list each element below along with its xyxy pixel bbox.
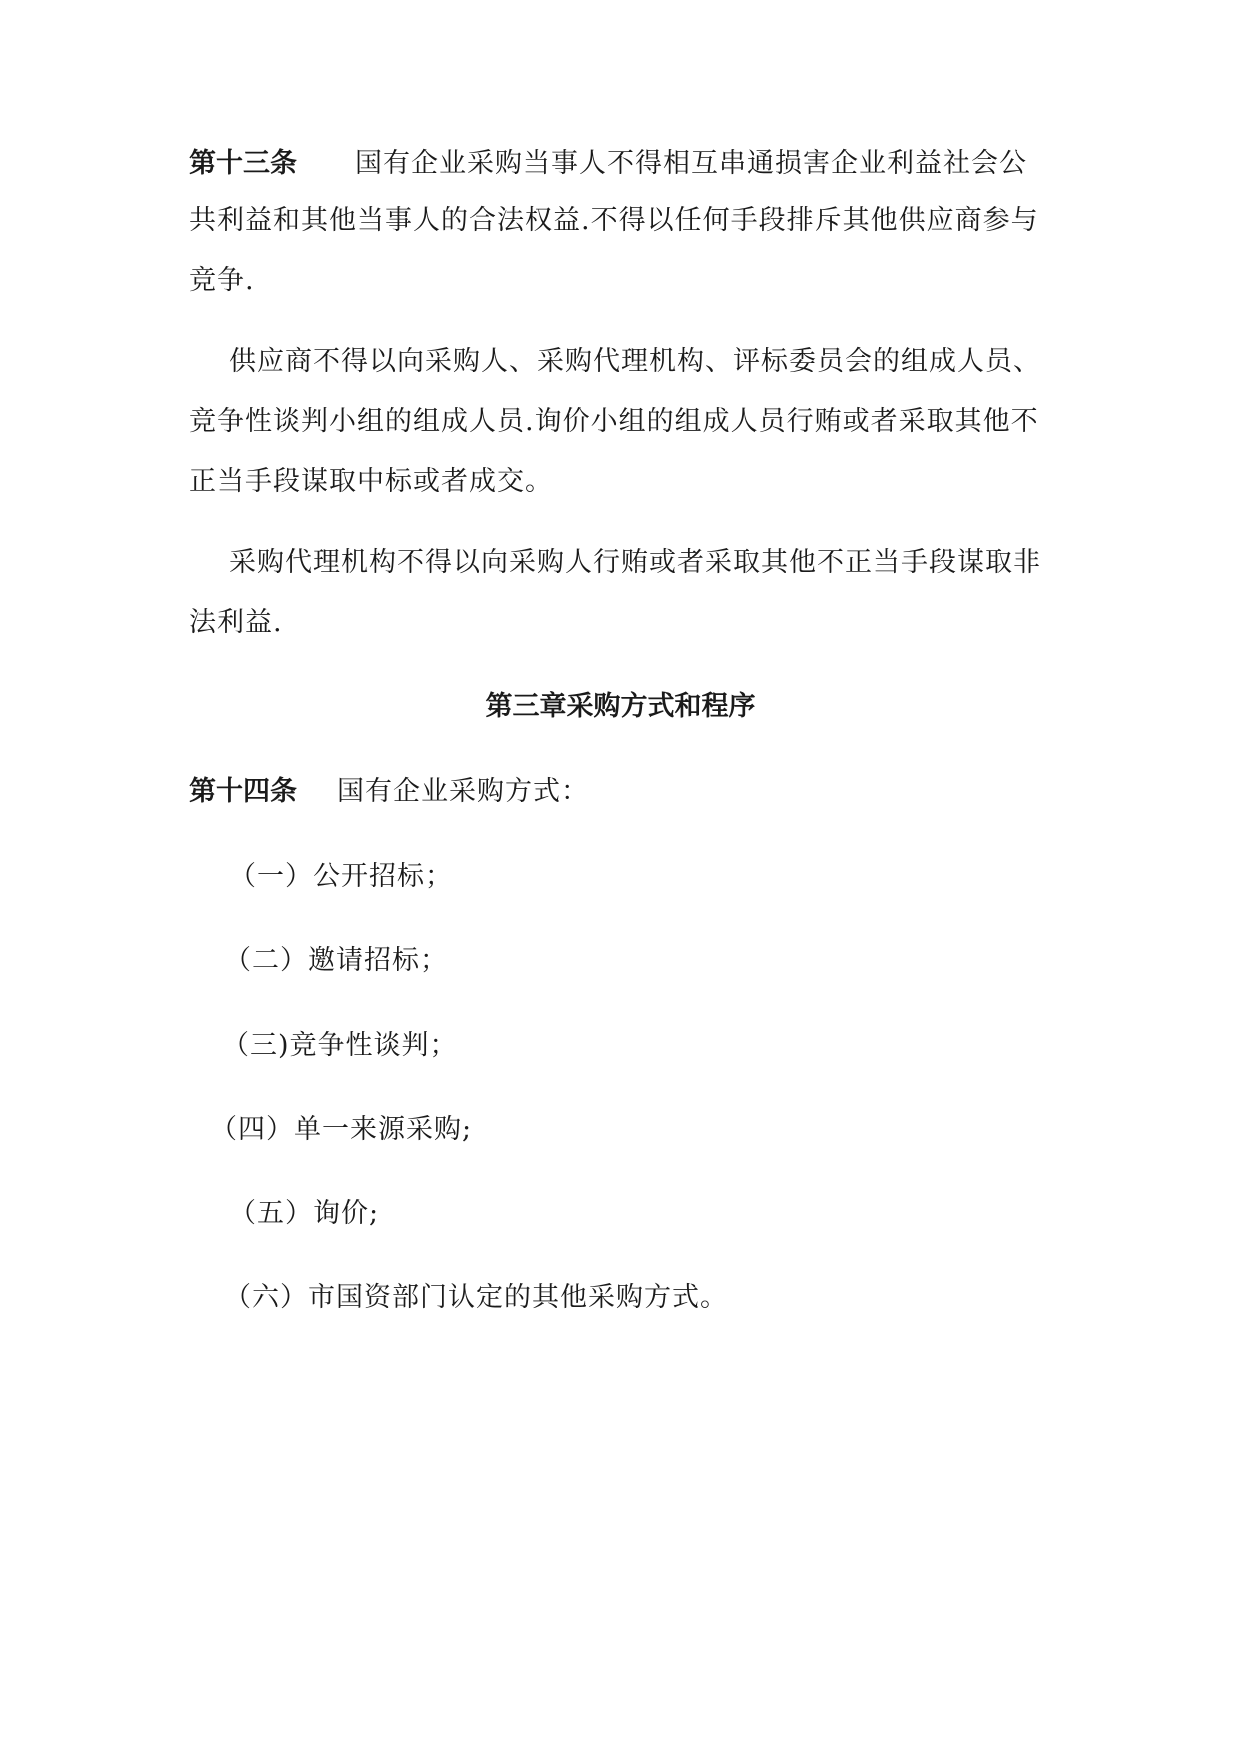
method-item: （三)竞争性谈判； (222, 1030, 458, 1061)
method-item: （五）询价; (229, 1198, 380, 1229)
method-item: （一）公开招标； (229, 861, 453, 892)
supplier-para-line-2: 竞争性谈判小组的组成人员.询价小组的组成人员行贿或者采取其他不 (189, 406, 1039, 437)
method-item: （二）邀请招标； (224, 945, 448, 976)
method-item: （四）单一来源采购; (210, 1114, 473, 1145)
article-13-line-2: 共利益和其他当事人的合法权益.不得以任何手段排斥其他供应商参与 (189, 205, 1039, 236)
method-item: （六）市国资部门认定的其他采购方式。 (224, 1282, 728, 1313)
supplier-para-line-1: 供应商不得以向采购人、采购代理机构、评标委员会的组成人员、 (229, 346, 1041, 377)
article-14-heading: 第十四条 (189, 776, 297, 807)
supplier-para-line-3: 正当手段谋取中标或者成交。 (189, 466, 553, 497)
article-14-intro: 国有企业采购方式： (337, 776, 589, 807)
agency-para-line-2: 法利益. (189, 607, 283, 638)
article-13-heading: 第十三条 (189, 148, 297, 179)
article-14-line-1 (189, 775, 589, 809)
chapter-3-title: 第三章采购方式和程序 (485, 691, 756, 722)
article-13-line-1 (189, 147, 1027, 181)
agency-para-line-1: 采购代理机构不得以向采购人行贿或者采取其他不正当手段谋取非 (229, 547, 1041, 578)
article-13-line-3: 竞争. (189, 265, 255, 296)
article-13-text-1: 国有企业采购当事人不得相互串通损害企业利益社会公 (355, 148, 1027, 179)
